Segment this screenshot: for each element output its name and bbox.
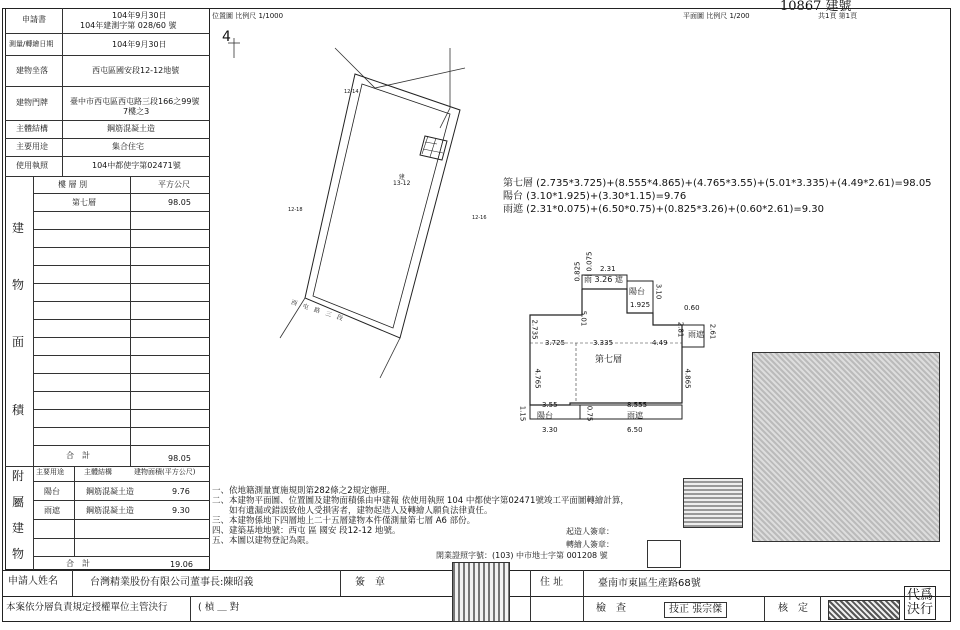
lot-left: 12-18 <box>288 207 303 213</box>
label-license: 使用執照 <box>16 161 48 170</box>
company-seal <box>452 562 510 622</box>
dim-3-30: 3.30 <box>542 426 558 434</box>
top-balcony-label: 陽台 <box>629 287 645 296</box>
note-5: 四、建築基地地號：西屯 區 國安 段12-12 地號。 <box>212 526 401 536</box>
license-number: 開業證照字號：(103) 中市地士字第 001208 號 <box>436 551 608 560</box>
site-plan-scale: 位置圖 比例尺 1/1000 <box>212 12 284 20</box>
dim-2-61: 2.61 <box>708 323 717 340</box>
application-date: 104年9月30日 <box>112 11 167 20</box>
annex-side-char-2: 屬 <box>12 495 25 509</box>
north-mark: 4 <box>222 29 231 45</box>
road-name: 西 屯 路 三 段 <box>290 299 344 323</box>
inspector-seal: 技正 張宗傑 <box>664 602 727 618</box>
applicant-name: 台灣精業股份有限公司董事長:陳昭義 <box>90 577 254 588</box>
surveyor-stamp <box>683 478 743 528</box>
dim-3-725: 3.725 <box>545 339 566 347</box>
application-number: 104年建測字第 028/60 號 <box>80 21 177 30</box>
label-address: 建物門牌 <box>16 98 48 107</box>
label-location: 建物坐落 <box>16 66 48 75</box>
building-number-title: 10867 建號 <box>780 0 852 14</box>
delegation-text: 本案依分層負責規定授權單位主管決行 <box>6 602 168 613</box>
label-structure: 主體結構 <box>16 124 48 133</box>
dim-2-81: 2.81 <box>676 321 685 338</box>
building-location: 西屯區國安段12-12地號 <box>92 66 180 75</box>
annex-side-char-1: 附 <box>12 469 25 483</box>
formula-floor7: 第七層 (2.735*3.725)+(8.555*4.865)+(4.765*3.55)+(5.01*3.335)+(4.49*2.61)=98.05 <box>503 178 932 189</box>
registration-stamp <box>752 352 940 542</box>
header-floor: 樓 層 別 <box>58 180 88 189</box>
dim-0-75: 0.75 <box>585 405 594 422</box>
area-total-value: 98.05 <box>168 454 191 463</box>
annex-total-value: 19.06 <box>170 560 193 569</box>
annex-total-label: 合 計 <box>66 559 90 568</box>
name-seal <box>647 540 681 568</box>
label-survey-date: 測量/轉繪日期 <box>9 40 54 48</box>
dim-0-075: 0.075 <box>585 251 594 272</box>
note-4: 三、本建物係地下四層地上二十五層建物本件僅測量第七層 A6 部份。 <box>212 516 476 526</box>
building-address-floor: 7樓之3 <box>123 107 150 116</box>
side-char-1: 建 <box>12 221 25 235</box>
partial-signature: ( 楨 ＿ 對 <box>198 602 240 613</box>
note-6: 五、本圖以建物登記為限。 <box>212 536 315 546</box>
note-1: 一、依地籍測量實施規則第282條之2規定辦理。 <box>212 486 396 496</box>
seal-label: 簽 章 <box>355 577 385 588</box>
bottom-rain-label: 雨遮 <box>627 411 643 420</box>
dim-1-925: 1.925 <box>630 301 651 309</box>
floor-name: 第七層 <box>72 198 96 207</box>
label-use: 主要用途 <box>16 142 48 151</box>
dim-1-15: 1.15 <box>518 405 527 422</box>
survey-date: 104年9月30日 <box>112 40 167 49</box>
annex-use-1: 陽台 <box>44 487 60 496</box>
address-label: 住 址 <box>540 577 564 588</box>
note-3: 如有遺漏或錯誤致他人受損害者，建物起造人及轉繪人願負法律責任。 <box>212 506 493 516</box>
note-2: 二、本建物平面圖、位置圖及建物面積係由申建報 依使用執照 104 中都使字第02471號竣工平面圖轉繪計算， <box>212 496 629 506</box>
dim-8-555: 8.555 <box>627 401 648 409</box>
dim-0-60: 0.60 <box>684 304 700 312</box>
info-table <box>5 8 210 570</box>
annex-header-structure: 主體結構 <box>84 468 112 476</box>
drafter-sign-label: 轉繪人簽章： <box>566 540 614 549</box>
main-use: 集合住宅 <box>112 142 144 151</box>
acting-decision-seal: 代爲 決行 <box>904 586 936 620</box>
label-application: 申請書 <box>22 15 46 24</box>
annex-header-use: 主要用途 <box>36 468 64 476</box>
floor-label: 第七層 <box>595 355 623 365</box>
annex-area-2: 9.30 <box>172 506 190 515</box>
builder-sign-label: 起造人簽章： <box>566 527 614 536</box>
side-char-2: 物 <box>12 278 25 292</box>
dim-4-865: 4.865 <box>683 368 692 389</box>
building-address: 臺中市西屯區西屯路三段166之99號 <box>70 97 200 106</box>
dim-2-31: 2.31 <box>600 265 616 273</box>
dim-4-765: 4.765 <box>533 368 542 389</box>
dim-2-735: 2.735 <box>530 319 539 340</box>
floor-plan-scale: 平面圖 比例尺 1/200 <box>683 12 750 20</box>
dim-3-55: 3.55 <box>542 401 558 409</box>
formula-rain-shelter: 雨遮 (2.31*0.075)+(6.50*0.75)+(0.825*3.26)+(0.60*2.61)=9.30 <box>503 204 825 215</box>
bottom-balcony-label: 陽台 <box>537 411 553 420</box>
address-value: 臺南市東區生產路68號 <box>598 578 701 589</box>
header-area: 平方公尺 <box>158 180 190 189</box>
applicant-label: 申請人姓名 <box>8 576 58 587</box>
use-license: 104中都使字第02471號 <box>92 161 181 170</box>
lot-top: 12-14 <box>344 89 359 95</box>
annex-use-2: 雨遮 <box>44 506 60 515</box>
annex-side-char-3: 建 <box>12 521 25 535</box>
formula-balcony: 陽台 (3.10*1.925)+(3.30*1.15)=9.76 <box>503 191 687 202</box>
dim-5-01: 5.01 <box>579 310 588 327</box>
dim-6-50: 6.50 <box>627 426 643 434</box>
lot-right: 12-16 <box>472 215 487 221</box>
side-char-3: 面 <box>12 335 25 349</box>
dim-0-825: 0.825 <box>573 261 582 282</box>
main-structure: 鋼筋混凝土造 <box>107 124 155 133</box>
approver-seal <box>828 600 900 620</box>
annex-area-1: 9.76 <box>172 487 190 496</box>
dim-3-335: 3.335 <box>593 339 614 347</box>
annex-structure-2: 鋼筋混凝土造 <box>86 506 134 515</box>
lot-main: 建 13-12 <box>393 174 411 187</box>
notes <box>212 486 629 546</box>
page-info: 共1頁 第1頁 <box>818 12 858 20</box>
site-plan <box>210 8 500 478</box>
right-rain-label: 雨遮 <box>688 330 704 339</box>
top-rain-label: 雨 3.26 遮 <box>584 275 623 284</box>
dim-3-10: 3.10 <box>654 283 663 300</box>
floor-area: 98.05 <box>168 198 191 207</box>
area-total-label: 合 計 <box>66 451 90 460</box>
side-char-4: 積 <box>12 403 25 417</box>
annex-structure-1: 鋼筋混凝土造 <box>86 487 134 496</box>
annex-side-char-4: 物 <box>12 547 25 561</box>
approve-label: 核 定 <box>778 603 808 614</box>
hatched-unit <box>420 136 447 160</box>
dim-4-49: 4.49 <box>652 339 668 347</box>
inspect-label: 檢 查 <box>596 603 626 614</box>
annex-header-area: 建物面積(平方公尺) <box>134 468 196 476</box>
